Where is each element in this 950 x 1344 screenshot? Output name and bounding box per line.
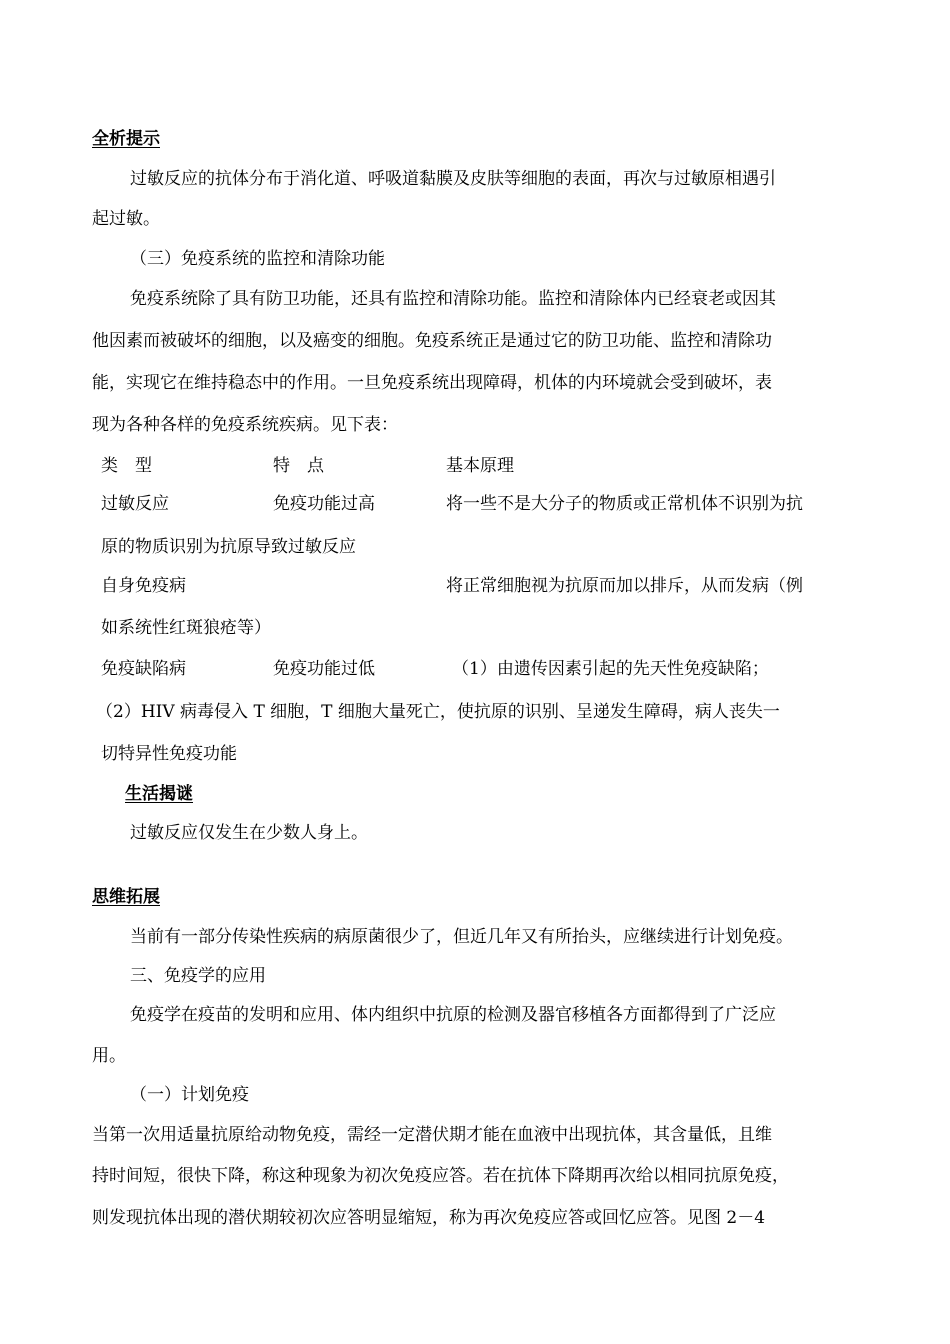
paragraph-line: 现为各种各样的免疫系统疾病。见下表：: [92, 415, 398, 435]
heading-siwei-tuozhan: 思维拓展: [92, 887, 160, 907]
subsection-title-1: （一）计划免疫: [130, 1085, 249, 1105]
table-header-feature: 特 点: [273, 456, 324, 476]
paragraph-line: 持时间短，很快下降，称这种现象为初次免疫应答。若在抗体下降期再次给以相同抗原免疫，: [92, 1166, 789, 1186]
table-cell-principle-wrap: （2）HIV 病毒侵入 T 细胞，T 细胞大量死亡，使抗原的识别、呈递发生障碍，病人丧失一: [96, 702, 780, 722]
paragraph-line: 用。: [92, 1046, 126, 1066]
paragraph-line: 当第一次用适量抗原给动物免疫，需经一定潜伏期才能在血液中出现抗体，其含量低，且维: [92, 1125, 772, 1145]
paragraph-line: 则发现抗体出现的潜伏期较初次应答明显缩短，称为再次免疫应答或回忆应答。见图 2－4: [92, 1208, 766, 1228]
table-header-type: 类 型: [101, 456, 152, 476]
table-cell-principle: （1）由遗传因素引起的先天性免疫缺陷；: [452, 659, 769, 679]
table-cell-principle-wrap: 原的物质识别为抗原导致过敏反应: [101, 537, 356, 557]
paragraph-line: 免疫学在疫苗的发明和应用、体内组织中抗原的检测及器官移植各方面都得到了广泛应: [130, 1005, 776, 1025]
table-cell-type: 过敏反应: [101, 494, 169, 514]
paragraph-line: 能，实现它在维持稳态中的作用。一旦免疫系统出现障碍，机体的内环境就会受到破坏，表: [92, 373, 772, 393]
paragraph-line: 起过敏。: [92, 209, 160, 229]
table-cell-principle-wrap: 切特异性免疫功能: [101, 744, 237, 764]
table-cell-type: 免疫缺陷病: [101, 659, 186, 679]
table-cell-principle: 将正常细胞视为抗原而加以排斥，从而发病（例: [446, 576, 803, 596]
table-cell-principle: 将一些不是大分子的物质或正常机体不识别为抗: [446, 494, 803, 514]
paragraph-line: 过敏反应的抗体分布于消化道、呼吸道黏膜及皮肤等细胞的表面，再次与过敏原相遇引: [130, 169, 776, 189]
paragraph-line: 当前有一部分传染性疾病的病原菌很少了，但近几年又有所抬头，应继续进行计划免疫。: [130, 927, 793, 947]
paragraph-line: 免疫系统除了具有防卫功能，还具有监控和清除功能。监控和清除体内已经衰老或因其: [130, 289, 776, 309]
heading-quanxi-tishi: 全析提示: [92, 129, 160, 149]
paragraph-line: 过敏反应仅发生在少数人身上。: [130, 823, 368, 843]
table-cell-feature: 免疫功能过低: [273, 659, 375, 679]
subsection-title-3: （三）免疫系统的监控和清除功能: [130, 249, 385, 269]
section-title-3: 三、免疫学的应用: [130, 966, 266, 986]
paragraph-line: 他因素而被破坏的细胞，以及癌变的细胞。免疫系统正是通过它的防卫功能、监控和清除功: [92, 331, 772, 351]
table-cell-principle-wrap: 如系统性红斑狼疮等）: [101, 618, 271, 638]
table-cell-feature: 免疫功能过高: [273, 494, 375, 514]
table-header-principle: 基本原理: [446, 456, 514, 476]
table-cell-type: 自身免疫病: [101, 576, 186, 596]
heading-shenghuo-jiemi: 生活揭谜: [125, 784, 193, 804]
